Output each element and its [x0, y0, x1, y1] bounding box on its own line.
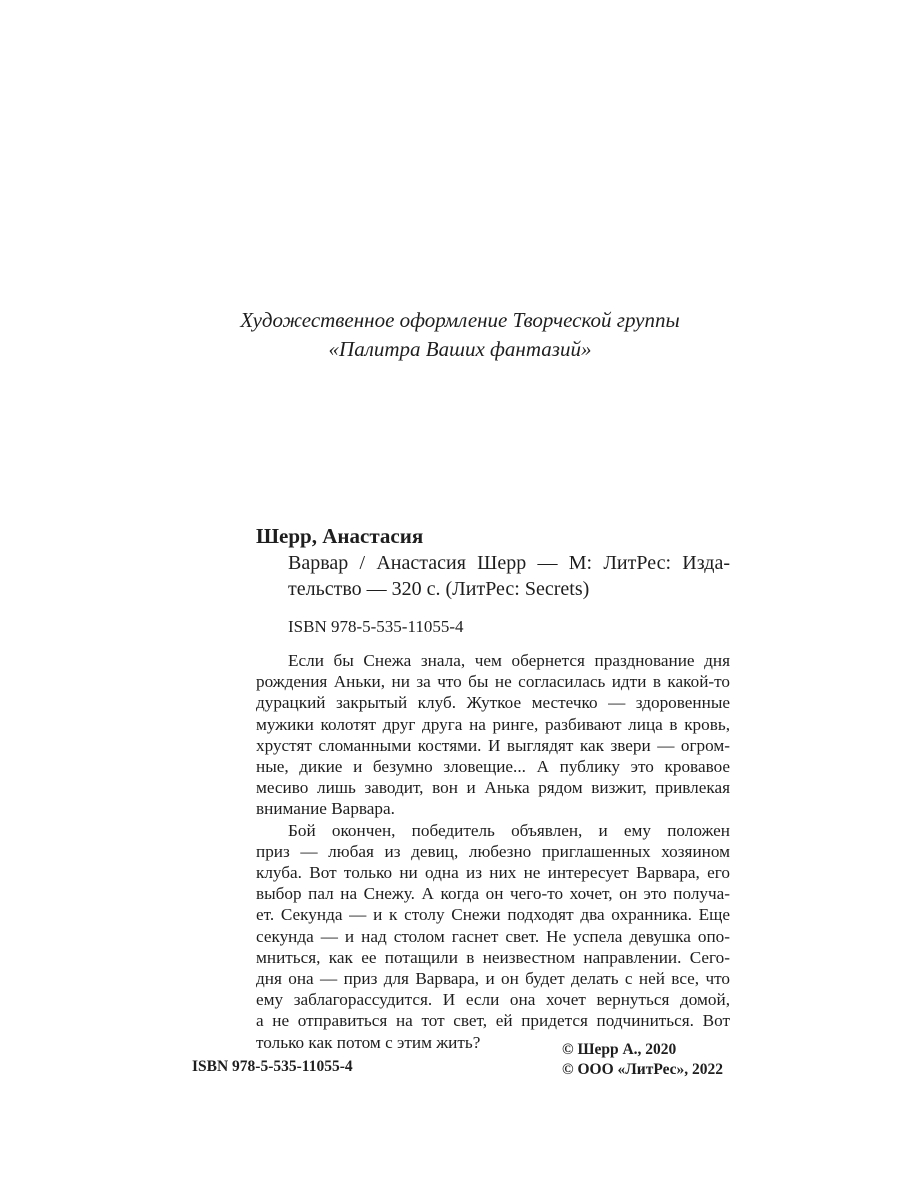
design-credit-line-2: «Палитра Ваших фантазий» [328, 337, 592, 361]
bibliographic-description [256, 550, 730, 602]
catalog-card [256, 522, 730, 1053]
isbn-catalog: ISBN 978-5-535-11055-4 [288, 617, 464, 636]
abstract-paragraph-2 [256, 820, 730, 1053]
abstract-line: ему заблагорассудится. И если она хочет вернуться домой, [256, 990, 730, 1010]
abstract-line: рождения Аньки, ни за что бы не согласилась идти в какой-то [256, 672, 730, 692]
book-abstract [256, 650, 730, 1053]
abstract-line: а не отправиться на тот свет, ей придется подчиниться. Вот [256, 1011, 730, 1031]
abstract-line: приз — любая из девиц, любезно приглашенных хозяином [256, 841, 730, 861]
abstract-line: дурацкий закрытый клуб. Жуткое местечко — здоровенные [256, 693, 730, 713]
abstract-line: внимание Варвара. [256, 799, 395, 819]
biblio-line-1: Варвар / Анастасия Шерр — М: ЛитРес: Изда- [288, 552, 730, 574]
abstract-line: Если бы Снежа знала, чем обернется празднование дня [288, 651, 730, 670]
biblio-line-2: тельство — 320 с. (ЛитРес: Secrets) [288, 578, 590, 600]
copyright-publisher: © ООО «ЛитРес», 2022 [562, 1061, 724, 1078]
abstract-paragraph-1 [256, 650, 730, 820]
abstract-line: выбор пал на Снежу. А когда он чего-то хочет, он это получа- [256, 884, 730, 904]
author-heading: Шерр, Анастасия [256, 524, 424, 548]
abstract-line: ные, дикие и безумно зловещие... А публику это кровавое [256, 757, 730, 777]
isbn-imprint: ISBN 978-5-535-11055-4 [192, 1058, 353, 1075]
abstract-line: дня она — приз для Варвара, и он будет делать с ней все, что [256, 969, 730, 989]
abstract-line: месиво лишь заводит, вон и Анька рядом визжит, привлекая [256, 778, 730, 798]
abstract-line: клуба. Вот только ни одна из них не интересует Варвара, его [256, 863, 730, 883]
abstract-line: Бой окончен, победитель объявлен, и ему положен [288, 820, 730, 840]
abstract-line: хрустят сломанными костями. И выглядят как звери — огром- [256, 735, 730, 755]
abstract-line: ет. Секунда — и к столу Снежи подходят два охранника. Еще [256, 905, 730, 925]
copyright-author: © Шерр А., 2020 [562, 1041, 677, 1058]
design-credit-line-1: Художественное оформление Творческой группы [240, 308, 680, 332]
abstract-line: мниться, как ее потащили в неизвестном направлении. Сего- [256, 947, 730, 967]
abstract-line: только как потом с этим жить? [256, 1032, 481, 1052]
copyright-block [562, 1040, 723, 1080]
abstract-line: мужики колотят друг друга на ринге, разбивают лица в кровь, [256, 714, 730, 734]
design-credit [200, 306, 720, 364]
abstract-line: секунда — и над столом гаснет свет. Не успела девушка опо- [256, 926, 730, 946]
